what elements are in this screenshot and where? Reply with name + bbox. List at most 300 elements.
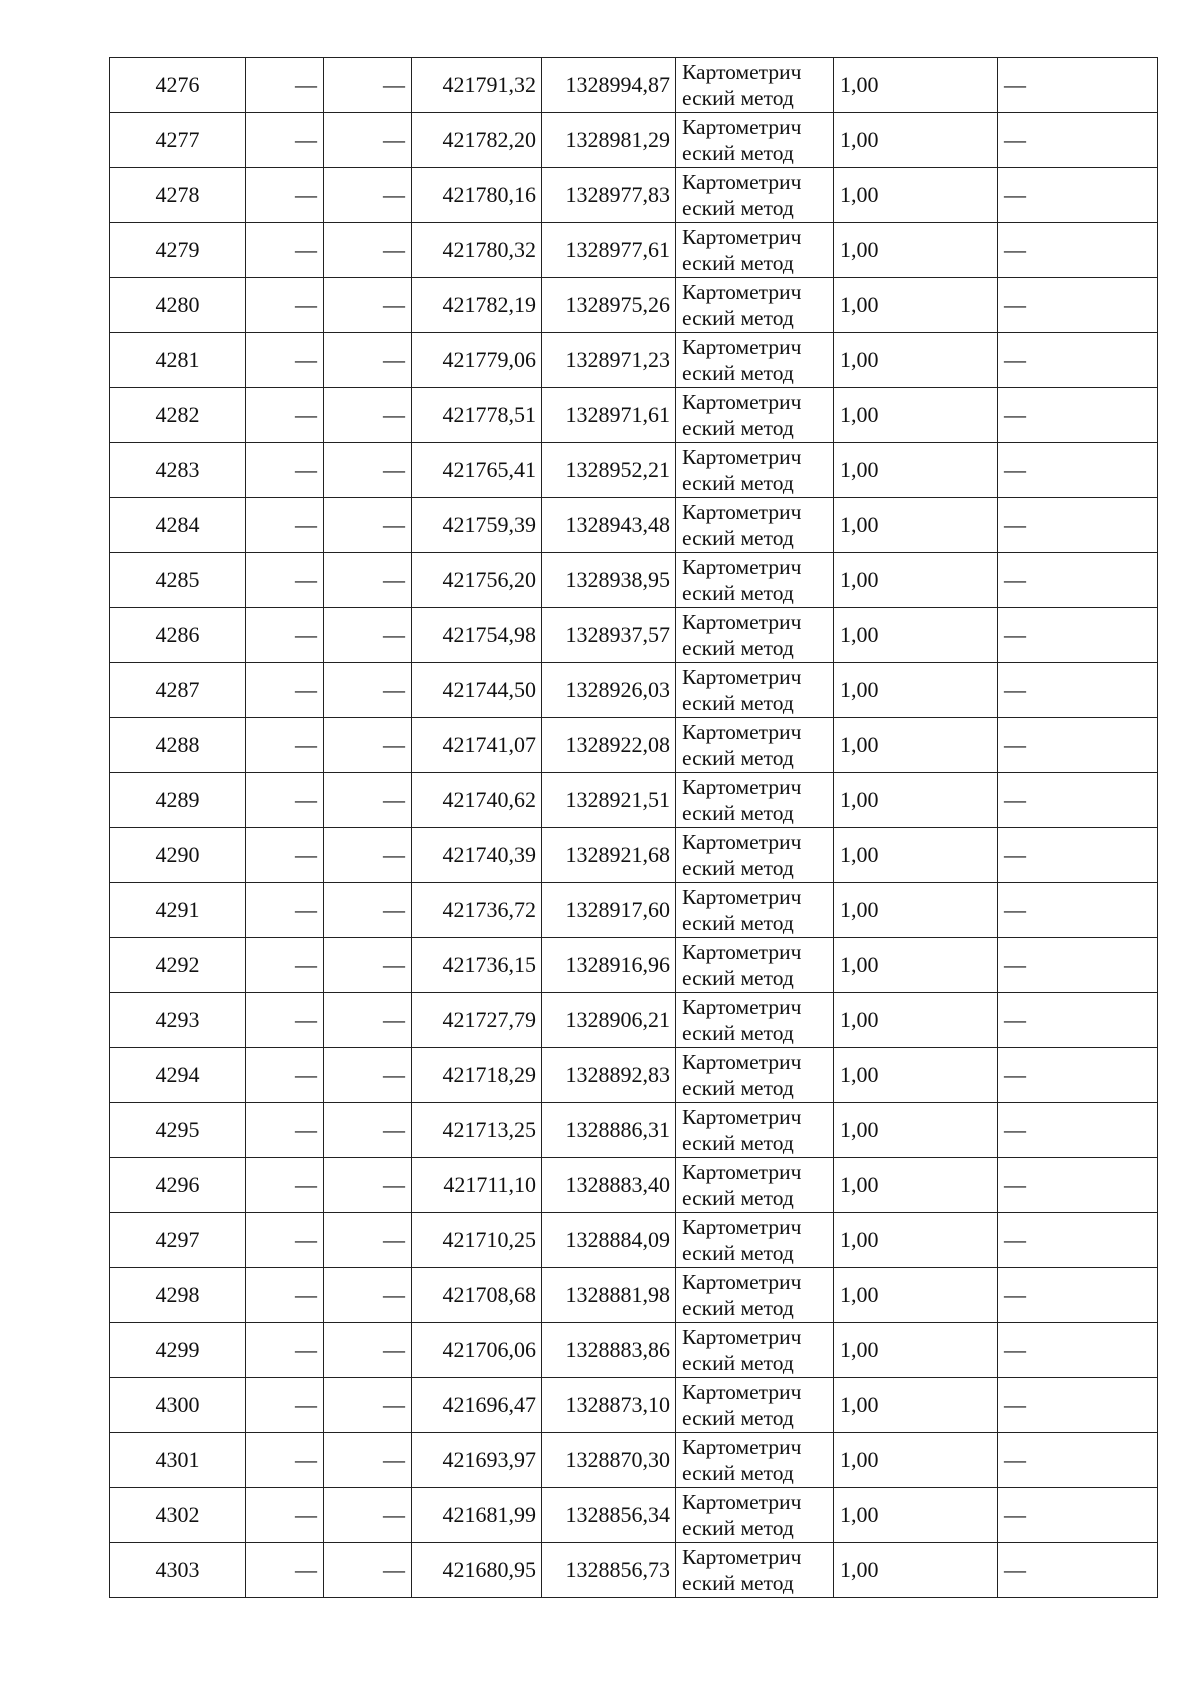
table-row	[110, 1158, 1158, 1213]
x-coordinate-cell: 421791,32	[412, 58, 542, 113]
dash-cell: —	[998, 388, 1158, 443]
dash-cell: —	[324, 333, 412, 388]
accuracy-cell: 1,00	[834, 553, 998, 608]
dash-cell: —	[246, 223, 324, 278]
method-line-1: Картометрич	[682, 775, 802, 799]
dash-cell: —	[324, 1378, 412, 1433]
point-number-cell: 4285	[110, 553, 246, 608]
accuracy-cell: 1,00	[834, 1543, 998, 1598]
dash-cell: —	[998, 1048, 1158, 1103]
y-coordinate-cell: 1328977,83	[542, 168, 676, 223]
accuracy-cell: 1,00	[834, 333, 998, 388]
dash-cell: —	[246, 553, 324, 608]
accuracy-cell: 1,00	[834, 443, 998, 498]
method-line-2: еский метод	[682, 306, 794, 330]
table-row	[110, 223, 1158, 278]
x-coordinate-cell: 421741,07	[412, 718, 542, 773]
accuracy-cell: 1,00	[834, 938, 998, 993]
dash-cell: —	[998, 168, 1158, 223]
y-coordinate-cell: 1328886,31	[542, 1103, 676, 1158]
x-coordinate-cell: 421696,47	[412, 1378, 542, 1433]
x-coordinate-cell: 421680,95	[412, 1543, 542, 1598]
dash-cell: —	[324, 938, 412, 993]
dash-cell: —	[998, 1323, 1158, 1378]
accuracy-cell: 1,00	[834, 993, 998, 1048]
dash-cell: —	[324, 1158, 412, 1213]
dash-cell: —	[324, 1543, 412, 1598]
x-coordinate-cell: 421759,39	[412, 498, 542, 553]
method-cell	[676, 828, 834, 883]
dash-cell: —	[324, 1103, 412, 1158]
method-cell	[676, 443, 834, 498]
table-row	[110, 608, 1158, 663]
method-cell	[676, 113, 834, 168]
dash-cell: —	[998, 1543, 1158, 1598]
table-row	[110, 1103, 1158, 1158]
method-cell	[676, 718, 834, 773]
table-row	[110, 1488, 1158, 1543]
y-coordinate-cell: 1328883,86	[542, 1323, 676, 1378]
x-coordinate-cell: 421778,51	[412, 388, 542, 443]
method-line-1: Картометрич	[682, 225, 802, 249]
method-line-1: Картометрич	[682, 995, 802, 1019]
method-line-1: Картометрич	[682, 1215, 802, 1239]
dash-cell: —	[998, 223, 1158, 278]
method-line-2: еский метод	[682, 1076, 794, 1100]
x-coordinate-cell: 421693,97	[412, 1433, 542, 1488]
point-number-cell: 4301	[110, 1433, 246, 1488]
method-cell	[676, 1543, 834, 1598]
x-coordinate-cell: 421736,15	[412, 938, 542, 993]
accuracy-cell: 1,00	[834, 1268, 998, 1323]
method-line-1: Картометрич	[682, 445, 802, 469]
method-cell	[676, 498, 834, 553]
dash-cell: —	[998, 443, 1158, 498]
point-number-cell: 4295	[110, 1103, 246, 1158]
x-coordinate-cell: 421754,98	[412, 608, 542, 663]
method-line-2: еский метод	[682, 1296, 794, 1320]
dash-cell: —	[998, 773, 1158, 828]
table-row	[110, 773, 1158, 828]
accuracy-cell: 1,00	[834, 828, 998, 883]
method-line-1: Картометрич	[682, 1380, 802, 1404]
method-cell	[676, 663, 834, 718]
method-line-1: Картометрич	[682, 60, 802, 84]
point-number-cell: 4288	[110, 718, 246, 773]
dash-cell: —	[324, 498, 412, 553]
point-number-cell: 4292	[110, 938, 246, 993]
x-coordinate-cell: 421713,25	[412, 1103, 542, 1158]
y-coordinate-cell: 1328922,08	[542, 718, 676, 773]
accuracy-cell: 1,00	[834, 718, 998, 773]
table-row	[110, 663, 1158, 718]
dash-cell: —	[998, 1158, 1158, 1213]
method-cell	[676, 1158, 834, 1213]
method-line-1: Картометрич	[682, 720, 802, 744]
method-line-1: Картометрич	[682, 1270, 802, 1294]
dash-cell: —	[246, 1268, 324, 1323]
accuracy-cell: 1,00	[834, 388, 998, 443]
point-number-cell: 4290	[110, 828, 246, 883]
table-row	[110, 168, 1158, 223]
method-line-2: еский метод	[682, 86, 794, 110]
accuracy-cell: 1,00	[834, 1323, 998, 1378]
dash-cell: —	[998, 718, 1158, 773]
method-line-2: еский метод	[682, 636, 794, 660]
x-coordinate-cell: 421711,10	[412, 1158, 542, 1213]
dash-cell: —	[998, 278, 1158, 333]
x-coordinate-cell: 421779,06	[412, 333, 542, 388]
y-coordinate-cell: 1328943,48	[542, 498, 676, 553]
method-line-2: еский метод	[682, 526, 794, 550]
method-line-1: Картометрич	[682, 665, 802, 689]
method-line-2: еский метод	[682, 1351, 794, 1375]
dash-cell: —	[998, 1488, 1158, 1543]
dash-cell: —	[246, 333, 324, 388]
dash-cell: —	[324, 663, 412, 718]
method-cell	[676, 773, 834, 828]
accuracy-cell: 1,00	[834, 883, 998, 938]
dash-cell: —	[246, 1543, 324, 1598]
point-number-cell: 4284	[110, 498, 246, 553]
y-coordinate-cell: 1328856,34	[542, 1488, 676, 1543]
dash-cell: —	[324, 1213, 412, 1268]
dash-cell: —	[998, 993, 1158, 1048]
dash-cell: —	[998, 113, 1158, 168]
x-coordinate-cell: 421681,99	[412, 1488, 542, 1543]
dash-cell: —	[246, 608, 324, 663]
dash-cell: —	[998, 1433, 1158, 1488]
accuracy-cell: 1,00	[834, 278, 998, 333]
method-line-2: еский метод	[682, 416, 794, 440]
dash-cell: —	[246, 1488, 324, 1543]
x-coordinate-cell: 421740,62	[412, 773, 542, 828]
dash-cell: —	[246, 1323, 324, 1378]
accuracy-cell: 1,00	[834, 498, 998, 553]
y-coordinate-cell: 1328916,96	[542, 938, 676, 993]
method-line-1: Картометрич	[682, 500, 802, 524]
y-coordinate-cell: 1328938,95	[542, 553, 676, 608]
y-coordinate-cell: 1328906,21	[542, 993, 676, 1048]
accuracy-cell: 1,00	[834, 113, 998, 168]
method-cell	[676, 1433, 834, 1488]
method-cell	[676, 883, 834, 938]
x-coordinate-cell: 421765,41	[412, 443, 542, 498]
x-coordinate-cell: 421744,50	[412, 663, 542, 718]
dash-cell: —	[324, 388, 412, 443]
dash-cell: —	[246, 938, 324, 993]
point-number-cell: 4281	[110, 333, 246, 388]
method-cell	[676, 168, 834, 223]
accuracy-cell: 1,00	[834, 773, 998, 828]
table-row	[110, 1543, 1158, 1598]
y-coordinate-cell: 1328926,03	[542, 663, 676, 718]
dash-cell: —	[246, 388, 324, 443]
method-line-2: еский метод	[682, 196, 794, 220]
dash-cell: —	[324, 718, 412, 773]
x-coordinate-cell: 421782,19	[412, 278, 542, 333]
point-number-cell: 4286	[110, 608, 246, 663]
accuracy-cell: 1,00	[834, 1158, 998, 1213]
dash-cell: —	[246, 1103, 324, 1158]
accuracy-cell: 1,00	[834, 1488, 998, 1543]
dash-cell: —	[246, 883, 324, 938]
table-row	[110, 498, 1158, 553]
table-row	[110, 938, 1158, 993]
table-row	[110, 1378, 1158, 1433]
dash-cell: —	[998, 58, 1158, 113]
method-line-2: еский метод	[682, 581, 794, 605]
table-row	[110, 1323, 1158, 1378]
dash-cell: —	[324, 1323, 412, 1378]
point-number-cell: 4303	[110, 1543, 246, 1598]
point-number-cell: 4296	[110, 1158, 246, 1213]
table-row	[110, 1433, 1158, 1488]
point-number-cell: 4279	[110, 223, 246, 278]
y-coordinate-cell: 1328917,60	[542, 883, 676, 938]
dash-cell: —	[324, 223, 412, 278]
method-line-1: Картометрич	[682, 555, 802, 579]
y-coordinate-cell: 1328937,57	[542, 608, 676, 663]
x-coordinate-cell: 421708,68	[412, 1268, 542, 1323]
point-number-cell: 4276	[110, 58, 246, 113]
method-line-1: Картометрич	[682, 885, 802, 909]
y-coordinate-cell: 1328883,40	[542, 1158, 676, 1213]
table-row	[110, 828, 1158, 883]
dash-cell: —	[246, 1158, 324, 1213]
method-cell	[676, 608, 834, 663]
method-line-2: еский метод	[682, 141, 794, 165]
dash-cell: —	[246, 278, 324, 333]
dash-cell: —	[324, 443, 412, 498]
accuracy-cell: 1,00	[834, 168, 998, 223]
point-number-cell: 4298	[110, 1268, 246, 1323]
dash-cell: —	[324, 113, 412, 168]
y-coordinate-cell: 1328977,61	[542, 223, 676, 278]
dash-cell: —	[246, 663, 324, 718]
accuracy-cell: 1,00	[834, 1103, 998, 1158]
dash-cell: —	[998, 828, 1158, 883]
accuracy-cell: 1,00	[834, 1433, 998, 1488]
dash-cell: —	[324, 278, 412, 333]
table-row	[110, 1048, 1158, 1103]
accuracy-cell: 1,00	[834, 1048, 998, 1103]
accuracy-cell: 1,00	[834, 1213, 998, 1268]
table-row	[110, 1268, 1158, 1323]
method-line-2: еский метод	[682, 1571, 794, 1595]
method-line-1: Картометрич	[682, 335, 802, 359]
y-coordinate-cell: 1328971,61	[542, 388, 676, 443]
y-coordinate-cell: 1328856,73	[542, 1543, 676, 1598]
x-coordinate-cell: 421780,16	[412, 168, 542, 223]
method-cell	[676, 553, 834, 608]
method-cell	[676, 1378, 834, 1433]
y-coordinate-cell: 1328975,26	[542, 278, 676, 333]
method-cell	[676, 58, 834, 113]
dash-cell: —	[998, 333, 1158, 388]
method-line-1: Картометрич	[682, 1050, 802, 1074]
point-number-cell: 4291	[110, 883, 246, 938]
dash-cell: —	[246, 168, 324, 223]
accuracy-cell: 1,00	[834, 663, 998, 718]
table-row	[110, 113, 1158, 168]
point-number-cell: 4280	[110, 278, 246, 333]
dash-cell: —	[246, 1048, 324, 1103]
method-line-1: Картометрич	[682, 1435, 802, 1459]
dash-cell: —	[324, 553, 412, 608]
x-coordinate-cell: 421756,20	[412, 553, 542, 608]
method-cell	[676, 993, 834, 1048]
method-line-2: еский метод	[682, 801, 794, 825]
y-coordinate-cell: 1328892,83	[542, 1048, 676, 1103]
method-line-2: еский метод	[682, 471, 794, 495]
y-coordinate-cell: 1328921,68	[542, 828, 676, 883]
table-row	[110, 333, 1158, 388]
table-body	[110, 58, 1158, 1598]
method-line-1: Картометрич	[682, 1545, 802, 1569]
dash-cell: —	[246, 1213, 324, 1268]
dash-cell: —	[246, 498, 324, 553]
y-coordinate-cell: 1328994,87	[542, 58, 676, 113]
dash-cell: —	[324, 1433, 412, 1488]
accuracy-cell: 1,00	[834, 223, 998, 278]
dash-cell: —	[246, 1378, 324, 1433]
method-line-2: еский метод	[682, 1021, 794, 1045]
y-coordinate-cell: 1328884,09	[542, 1213, 676, 1268]
table-row	[110, 883, 1158, 938]
x-coordinate-cell: 421706,06	[412, 1323, 542, 1378]
dash-cell: —	[324, 828, 412, 883]
dash-cell: —	[246, 58, 324, 113]
method-cell	[676, 1323, 834, 1378]
method-line-2: еский метод	[682, 746, 794, 770]
x-coordinate-cell: 421736,72	[412, 883, 542, 938]
dash-cell: —	[246, 1433, 324, 1488]
method-line-1: Картометрич	[682, 830, 802, 854]
method-line-1: Картометрич	[682, 1105, 802, 1129]
method-cell	[676, 1103, 834, 1158]
dash-cell: —	[324, 773, 412, 828]
table-row	[110, 278, 1158, 333]
method-line-2: еский метод	[682, 1186, 794, 1210]
method-cell	[676, 223, 834, 278]
x-coordinate-cell: 421727,79	[412, 993, 542, 1048]
method-cell	[676, 333, 834, 388]
method-cell	[676, 388, 834, 443]
table-row	[110, 443, 1158, 498]
y-coordinate-cell: 1328981,29	[542, 113, 676, 168]
method-cell	[676, 278, 834, 333]
dash-cell: —	[246, 993, 324, 1048]
point-number-cell: 4302	[110, 1488, 246, 1543]
method-line-1: Картометрич	[682, 1160, 802, 1184]
x-coordinate-cell: 421740,39	[412, 828, 542, 883]
method-line-1: Картометрич	[682, 610, 802, 634]
dash-cell: —	[324, 883, 412, 938]
y-coordinate-cell: 1328921,51	[542, 773, 676, 828]
table-row	[110, 1213, 1158, 1268]
point-number-cell: 4289	[110, 773, 246, 828]
y-coordinate-cell: 1328873,10	[542, 1378, 676, 1433]
method-line-2: еский метод	[682, 1241, 794, 1265]
dash-cell: —	[324, 1048, 412, 1103]
y-coordinate-cell: 1328870,30	[542, 1433, 676, 1488]
dash-cell: —	[324, 168, 412, 223]
point-number-cell: 4299	[110, 1323, 246, 1378]
dash-cell: —	[998, 938, 1158, 993]
point-number-cell: 4297	[110, 1213, 246, 1268]
method-line-2: еский метод	[682, 1516, 794, 1540]
point-number-cell: 4278	[110, 168, 246, 223]
method-line-2: еский метод	[682, 966, 794, 990]
dash-cell: —	[246, 828, 324, 883]
point-number-cell: 4287	[110, 663, 246, 718]
method-line-1: Картометрич	[682, 940, 802, 964]
table-row	[110, 388, 1158, 443]
method-line-1: Картометрич	[682, 1325, 802, 1349]
accuracy-cell: 1,00	[834, 58, 998, 113]
method-line-1: Картометрич	[682, 280, 802, 304]
method-line-1: Картометрич	[682, 170, 802, 194]
method-cell	[676, 938, 834, 993]
point-number-cell: 4293	[110, 993, 246, 1048]
dash-cell: —	[324, 1268, 412, 1323]
dash-cell: —	[998, 553, 1158, 608]
table-row	[110, 58, 1158, 113]
dash-cell: —	[998, 1213, 1158, 1268]
method-cell	[676, 1048, 834, 1103]
y-coordinate-cell: 1328881,98	[542, 1268, 676, 1323]
point-number-cell: 4283	[110, 443, 246, 498]
coordinates-table	[109, 57, 1158, 1598]
accuracy-cell: 1,00	[834, 1378, 998, 1433]
accuracy-cell: 1,00	[834, 608, 998, 663]
method-line-2: еский метод	[682, 691, 794, 715]
method-line-1: Картометрич	[682, 1490, 802, 1514]
method-cell	[676, 1213, 834, 1268]
x-coordinate-cell: 421718,29	[412, 1048, 542, 1103]
dash-cell: —	[998, 663, 1158, 718]
point-number-cell: 4277	[110, 113, 246, 168]
y-coordinate-cell: 1328971,23	[542, 333, 676, 388]
table-row	[110, 553, 1158, 608]
table-row	[110, 718, 1158, 773]
dash-cell: —	[324, 608, 412, 663]
dash-cell: —	[246, 718, 324, 773]
dash-cell: —	[998, 498, 1158, 553]
dash-cell: —	[998, 1378, 1158, 1433]
x-coordinate-cell: 421780,32	[412, 223, 542, 278]
method-line-2: еский метод	[682, 251, 794, 275]
dash-cell: —	[324, 993, 412, 1048]
dash-cell: —	[998, 1103, 1158, 1158]
point-number-cell: 4282	[110, 388, 246, 443]
method-line-2: еский метод	[682, 361, 794, 385]
table-row	[110, 993, 1158, 1048]
dash-cell: —	[246, 443, 324, 498]
dash-cell: —	[246, 113, 324, 168]
method-line-1: Картометрич	[682, 115, 802, 139]
dash-cell: —	[324, 58, 412, 113]
y-coordinate-cell: 1328952,21	[542, 443, 676, 498]
method-line-2: еский метод	[682, 1131, 794, 1155]
x-coordinate-cell: 421710,25	[412, 1213, 542, 1268]
dash-cell: —	[998, 1268, 1158, 1323]
dash-cell: —	[246, 773, 324, 828]
method-line-1: Картометрич	[682, 390, 802, 414]
point-number-cell: 4294	[110, 1048, 246, 1103]
method-line-2: еский метод	[682, 1406, 794, 1430]
